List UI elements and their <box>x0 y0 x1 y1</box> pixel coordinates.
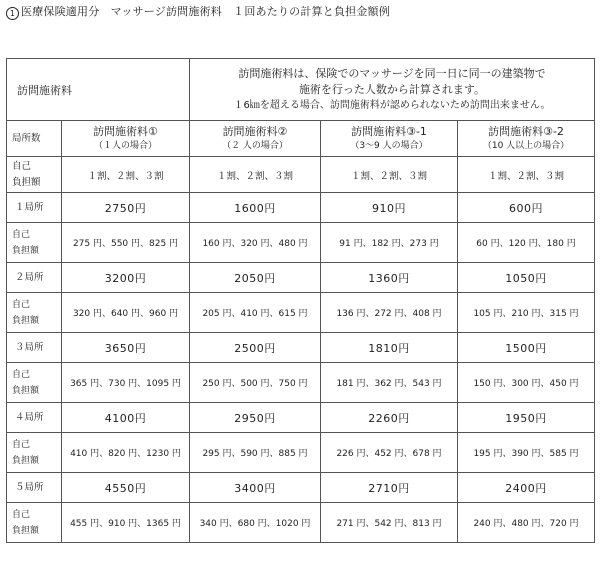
site-count-text: ２局所 <box>15 271 44 283</box>
column-header-3 <box>321 121 458 157</box>
column-header-row <box>7 121 595 157</box>
site-count-text: ５局所 <box>15 481 44 493</box>
top-label: 訪問施術料 <box>7 59 190 121</box>
self-share-cell: 181 円、362 円、543 円 <box>321 363 458 403</box>
fee-cell: 3200円 <box>62 263 190 293</box>
share-rate-row <box>7 157 595 193</box>
fee-cell: 3650円 <box>62 333 190 363</box>
fee-cell: 2260円 <box>321 403 458 433</box>
self-share-label <box>7 293 62 333</box>
column-header-1-name: 訪問施術料① <box>93 124 158 138</box>
self-share-label-line-2: 負担額 <box>12 525 40 536</box>
fee-cell: 910円 <box>321 193 458 223</box>
fee-cell: 2400円 <box>458 473 595 503</box>
fee-cell: 2750円 <box>62 193 190 223</box>
self-share-label-line-1: 自己 <box>12 369 31 380</box>
self-share-cell: 320 円、640 円、960 円 <box>62 293 190 333</box>
share-rate-cell: １割、２割、３割 <box>458 157 595 193</box>
self-share-cell: 160 円、320 円、480 円 <box>190 223 321 263</box>
self-share-label-line-2: 負担額 <box>12 455 40 466</box>
self-share-label <box>7 223 62 263</box>
fee-cell: 2950円 <box>190 403 321 433</box>
fee-cell: 4100円 <box>62 403 190 433</box>
self-share-cell: 136 円、272 円、408 円 <box>321 293 458 333</box>
column-header-2-sub: （２ 人の場合） <box>222 140 288 151</box>
self-share-cell: 60 円、120 円、180 円 <box>458 223 595 263</box>
self-share-cell: 340 円、680 円、1020 円 <box>190 503 321 543</box>
self-share-cell: 295 円、590 円、885 円 <box>190 433 321 473</box>
share-rate-cell: １割、２割、３割 <box>321 157 458 193</box>
self-share-cell: 455 円、910 円、1365 円 <box>62 503 190 543</box>
column-header-4-sub: （10 人以上の場合） <box>482 140 570 151</box>
self-share-row <box>7 223 595 263</box>
fee-cell: 4550円 <box>62 473 190 503</box>
fee-rows <box>7 193 595 543</box>
circled-number: 1 <box>6 7 19 20</box>
top-description-line-1: 訪問施術料は、保険でのマッサージを同一日に同一の建築物で <box>238 66 546 80</box>
fee-cell: 2710円 <box>321 473 458 503</box>
column-header-1 <box>62 121 190 157</box>
column-header-4-name: 訪問施術料③-2 <box>488 124 564 138</box>
self-share-label-line-1: 自己 <box>12 299 31 310</box>
visit-fee-table <box>6 58 595 543</box>
fee-cell: 1810円 <box>321 333 458 363</box>
share-rate-label-line-1: 自己 <box>12 160 32 172</box>
top-description <box>190 59 595 121</box>
fee-row <box>7 403 595 433</box>
document-title <box>6 3 390 20</box>
fee-cell: 3400円 <box>190 473 321 503</box>
fee-row <box>7 333 595 363</box>
site-count-label <box>7 473 62 503</box>
self-share-cell: 195 円、390 円、585 円 <box>458 433 595 473</box>
share-rate-cell: １割、２割、３割 <box>62 157 190 193</box>
column-header-1-sub: （１人の場合） <box>93 140 157 151</box>
share-rate-label-line-2: 負担額 <box>12 176 41 188</box>
site-count-label <box>7 193 62 223</box>
fee-cell: 1050円 <box>458 263 595 293</box>
column-header-3-name: 訪問施術料③-1 <box>351 124 427 138</box>
column-header-2 <box>190 121 321 157</box>
self-share-label-line-1: 自己 <box>12 229 31 240</box>
site-count-text: ４局所 <box>15 411 44 423</box>
fee-cell: 2050円 <box>190 263 321 293</box>
site-count-text: ３局所 <box>15 341 44 353</box>
self-share-label-line-1: 自己 <box>12 439 31 450</box>
self-share-label <box>7 503 62 543</box>
fee-cell: 2500円 <box>190 333 321 363</box>
self-share-cell: 271 円、542 円、813 円 <box>321 503 458 543</box>
column-header-4 <box>458 121 595 157</box>
self-share-cell: 105 円、210 円、315 円 <box>458 293 595 333</box>
self-share-cell: 240 円、480 円、720 円 <box>458 503 595 543</box>
share-rate-label <box>7 157 62 193</box>
fee-row <box>7 263 595 293</box>
self-share-cell: 205 円、410 円、615 円 <box>190 293 321 333</box>
top-description-line-2: 施術を行った人数から計算されます。 <box>298 82 486 96</box>
document-title-text: 医療保険適用分 マッサージ訪問施術料 １回あたりの計算と負担金額例 <box>21 5 390 18</box>
site-count-label <box>7 403 62 433</box>
column-header-2-name: 訪問施術料② <box>222 124 288 138</box>
fee-cell: 1950円 <box>458 403 595 433</box>
self-share-cell: 250 円、500 円、750 円 <box>190 363 321 403</box>
self-share-label-line-2: 負担額 <box>12 315 40 326</box>
fee-cell: 1360円 <box>321 263 458 293</box>
self-share-cell: 91 円、182 円、273 円 <box>321 223 458 263</box>
share-rate-cell: １割、２割、３割 <box>190 157 321 193</box>
site-count-label <box>7 263 62 293</box>
table-top-row <box>7 59 595 121</box>
fee-cell: 1500円 <box>458 333 595 363</box>
fee-cell: 600円 <box>458 193 595 223</box>
self-share-cell: 275 円、550 円、825 円 <box>62 223 190 263</box>
fee-row <box>7 193 595 223</box>
self-share-label-line-2: 負担額 <box>12 245 40 256</box>
self-share-row <box>7 293 595 333</box>
self-share-row <box>7 433 595 473</box>
self-share-label-line-1: 自己 <box>12 509 31 520</box>
self-share-row <box>7 363 595 403</box>
site-count-label <box>7 333 62 363</box>
self-share-cell: 410 円、820 円、1230 円 <box>62 433 190 473</box>
fee-cell: 1600円 <box>190 193 321 223</box>
self-share-label-line-2: 負担額 <box>12 385 40 396</box>
self-share-cell: 226 円、452 円、678 円 <box>321 433 458 473</box>
self-share-cell: 365 円、730 円、1095 円 <box>62 363 190 403</box>
self-share-label <box>7 363 62 403</box>
column-header-3-sub: （3～9 人の場合） <box>350 140 428 151</box>
site-count-text: １局所 <box>15 201 44 213</box>
self-share-label <box>7 433 62 473</box>
column-header-label: 局所数 <box>7 121 62 157</box>
fee-row <box>7 473 595 503</box>
self-share-cell: 150 円、300 円、450 円 <box>458 363 595 403</box>
self-share-row <box>7 503 595 543</box>
top-description-line-3: １6㎞を超える場合、訪問施術料が認められないため訪問出来ません。 <box>233 99 551 111</box>
